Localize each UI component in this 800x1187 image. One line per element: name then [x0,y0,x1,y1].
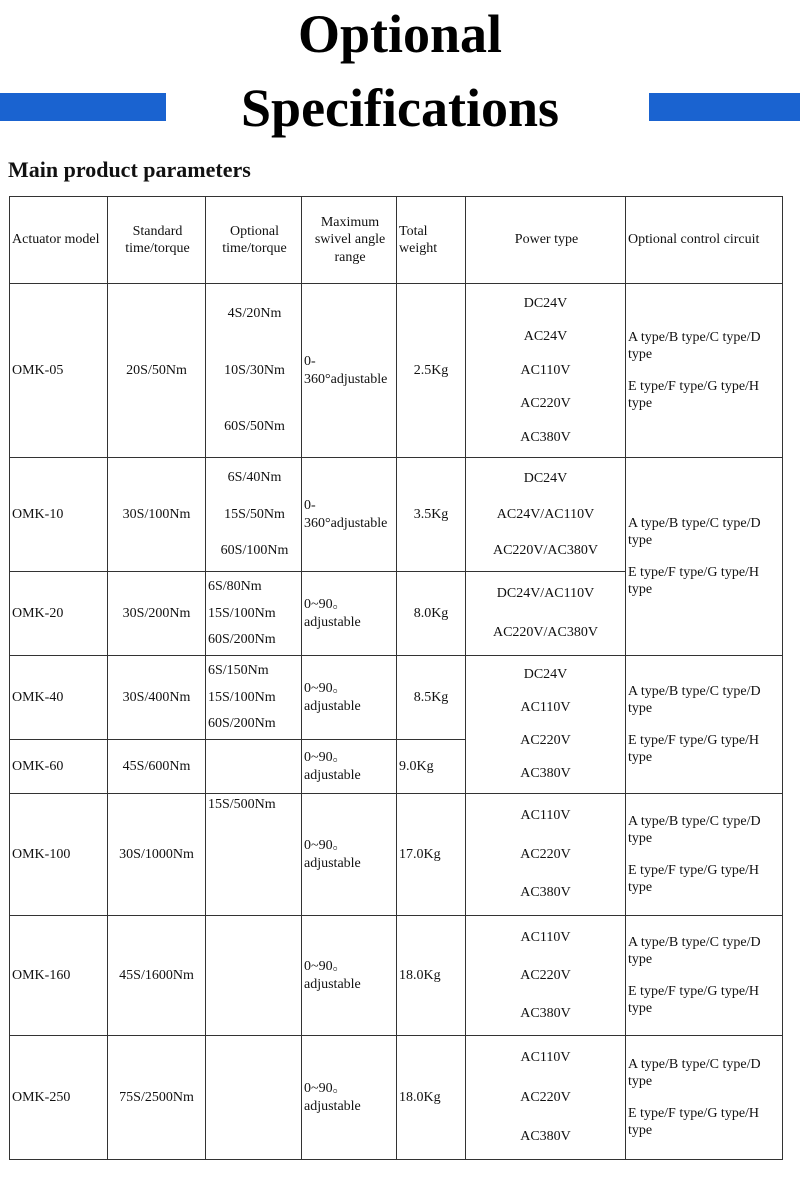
angle-range-cell [302,656,397,740]
optional-torque-value: 6S/40Nm [227,470,282,486]
table-row [10,916,783,1036]
angle-range-cell [302,458,397,572]
standard-torque-cell [108,916,206,1036]
header-weight: Total weight [397,197,466,284]
optional-torque-cell [206,458,302,572]
model-name: OMK-40 [12,689,64,705]
power-type-value: AC24V/AC110V [496,506,595,522]
power-type-value: AC24V [523,329,568,345]
control-circuit-cell [626,284,783,458]
standard-torque-cell [108,794,206,916]
weight-value: 18.0Kg [399,1089,441,1105]
optional-torque-value: 60S/200Nm [208,632,276,648]
power-type-value: AC380V [520,766,571,782]
standard-torque-cell [108,656,206,740]
power-type-value: DC24V [523,295,568,311]
standard-torque: 75S/2500Nm [119,1089,194,1105]
power-type-value: AC220V [520,733,571,749]
model-cell [10,916,108,1036]
optional-torque-value: 15S/100Nm [208,689,276,705]
optional-torque-value: 10S/30Nm [224,362,285,378]
circuit-spacer [628,718,782,732]
standard-torque: 30S/100Nm [122,506,191,522]
weight-cell [397,740,466,794]
angle-range: 0~90。adjustable [304,1081,361,1114]
angle-range: 0-360°adjustable [304,498,388,531]
model-cell [10,656,108,740]
model-name: OMK-10 [12,506,64,522]
model-name: OMK-05 [12,362,64,378]
table-row [10,656,783,740]
optional-torque-cell [206,1036,302,1160]
standard-torque-cell [108,740,206,794]
power-type-cell [466,284,626,458]
angle-range-cell [302,572,397,656]
model-name: OMK-100 [12,846,71,862]
angle-range: 0~90。adjustable [304,959,361,992]
optional-torque-cell [206,284,302,458]
power-type-value: AC380V [520,429,571,445]
circuit-spacer [628,848,782,862]
power-type-value: AC220V/AC380V [492,542,598,558]
model-cell [10,458,108,572]
standard-torque: 45S/600Nm [122,758,191,774]
control-circuit-value: E type/F type/G type/H type [628,983,760,1016]
control-circuit-value: A type/B type/C type/D type [628,515,761,548]
model-cell [10,572,108,656]
weight-value: 3.5Kg [413,506,449,522]
weight-value: 8.0Kg [413,605,449,621]
control-circuit-value: E type/F type/G type/H type [628,564,760,597]
power-type-cell [466,916,626,1036]
model-cell [10,1036,108,1160]
power-type-value: AC110V [520,362,571,378]
standard-torque-cell [108,1036,206,1160]
page-title-line-1: Optional [297,4,503,64]
header-circuit: Optional control circuit [626,197,783,284]
standard-torque-cell [108,572,206,656]
control-circuit-value: E type/F type/G type/H type [628,732,760,765]
accent-bar-left [0,93,166,121]
control-circuit-value: A type/B type/C type/D type [628,813,761,846]
power-type-value: AC220V/AC380V [492,625,598,641]
optional-torque-cell [206,740,302,794]
power-type-value: AC110V [520,700,571,716]
optional-torque-value: 60S/100Nm [220,543,289,559]
power-type-value: DC24V [523,667,568,683]
standard-torque-cell [108,458,206,572]
table-row [10,284,783,458]
header-optional: Optional time/torque [206,197,302,284]
optional-torque-value: 6S/150Nm [208,663,269,679]
table-row [10,458,783,572]
optional-torque-value: 6S/80Nm [208,579,262,595]
angle-range-cell [302,916,397,1036]
circuit-spacer [628,1091,782,1105]
power-type-value: AC220V [520,967,571,983]
power-type-cell [466,572,626,656]
weight-cell [397,1036,466,1160]
control-circuit-value: E type/F type/G type/H type [628,1105,760,1138]
angle-range: 0~90。adjustable [304,750,361,783]
header-model: Actuator model [10,197,108,284]
optional-torque-cell [206,916,302,1036]
weight-value: 9.0Kg [399,758,434,774]
control-circuit-cell [626,458,783,656]
power-type-value: AC110V [520,929,571,945]
optional-torque-value: 15S/500Nm [208,796,276,812]
weight-cell [397,458,466,572]
optional-torque-cell [206,794,302,916]
optional-torque-value: 60S/200Nm [208,716,276,732]
circuit-spacer [628,550,782,564]
standard-torque-cell [108,284,206,458]
power-type-cell [466,656,626,794]
power-type-cell [466,794,626,916]
header-standard: Standard time/torque [108,197,206,284]
table-row [10,794,783,916]
circuit-spacer [628,364,782,378]
angle-range-cell [302,740,397,794]
header-angle: Maximum swivel angle range [302,197,397,284]
model-name: OMK-250 [12,1089,71,1105]
optional-torque-value: 4S/20Nm [227,306,282,322]
weight-value: 8.5Kg [413,689,449,705]
accent-bar-right [649,93,800,121]
power-type-value: DC24V/AC110V [496,586,595,602]
power-type-value: AC380V [520,885,571,901]
optional-torque-value: 15S/100Nm [208,605,276,621]
power-type-value: AC220V [520,846,571,862]
weight-cell [397,284,466,458]
optional-torque-cell [206,572,302,656]
power-type-value: AC380V [520,1005,571,1021]
standard-torque: 30S/200Nm [122,605,191,621]
weight-cell [397,572,466,656]
weight-value: 18.0Kg [399,967,441,983]
page-title-line-2: Specifications [241,78,559,138]
control-circuit-value: A type/B type/C type/D type [628,934,761,967]
weight-value: 2.5Kg [413,362,449,378]
angle-range: 0-360°adjustable [304,354,388,387]
angle-range-cell [302,1036,397,1160]
model-name: OMK-20 [12,605,64,621]
power-type-value: AC110V [520,1050,571,1066]
control-circuit-cell [626,656,783,794]
standard-torque: 30S/1000Nm [119,846,194,862]
standard-torque: 30S/400Nm [122,689,191,705]
weight-cell [397,916,466,1036]
circuit-spacer [628,969,782,983]
model-name: OMK-160 [12,967,71,983]
control-circuit-value: A type/B type/C type/D type [628,1056,761,1089]
power-type-cell [466,1036,626,1160]
power-type-cell [466,458,626,572]
standard-torque: 20S/50Nm [126,362,187,378]
model-cell [10,794,108,916]
power-type-value: AC220V [520,396,571,412]
control-circuit-value: A type/B type/C type/D type [628,683,761,716]
angle-range-cell [302,284,397,458]
header-power: Power type [466,197,626,284]
standard-torque: 45S/1600Nm [119,967,194,983]
model-cell [10,740,108,794]
parameters-table [9,196,783,1160]
model-cell [10,284,108,458]
angle-range: 0~90。adjustable [304,838,361,871]
table-row [10,1036,783,1160]
angle-range: 0~90。adjustable [304,681,361,714]
power-type-value: DC24V [523,470,568,486]
model-name: OMK-60 [12,758,64,774]
angle-range: 0~90。adjustable [304,597,361,630]
power-type-value: AC110V [520,808,571,824]
power-type-value: AC380V [520,1129,571,1145]
power-type-value: AC220V [520,1089,571,1105]
control-circuit-value: E type/F type/G type/H type [628,378,760,411]
control-circuit-cell [626,916,783,1036]
table-header-row [10,197,783,284]
control-circuit-value: A type/B type/C type/D type [628,329,761,362]
control-circuit-cell [626,794,783,916]
optional-torque-value: 60S/50Nm [224,419,285,435]
angle-range-cell [302,794,397,916]
optional-torque-value: 15S/50Nm [224,506,285,522]
weight-cell [397,794,466,916]
optional-torque-cell [206,656,302,740]
control-circuit-cell [626,1036,783,1160]
weight-cell [397,656,466,740]
weight-value: 17.0Kg [399,846,441,862]
control-circuit-value: E type/F type/G type/H type [628,862,760,895]
section-subtitle: Main product parameters [8,157,251,182]
